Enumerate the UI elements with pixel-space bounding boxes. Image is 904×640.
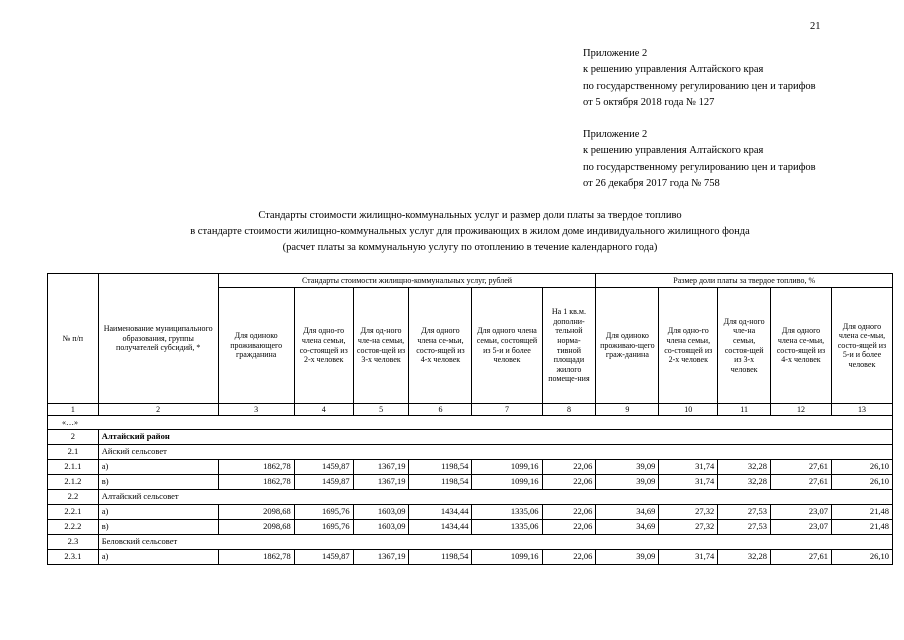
cell-value: 2098,68	[218, 505, 294, 520]
cell-value: 23,07	[771, 505, 832, 520]
cell-value: 34,69	[596, 505, 659, 520]
col-number: 8	[542, 404, 596, 416]
cell-value: 1434,44	[409, 520, 472, 535]
cell-value: 1603,09	[353, 520, 409, 535]
omission-marker: «…»	[48, 416, 893, 430]
header-row-1	[48, 274, 893, 288]
page-number: 21	[810, 21, 821, 32]
cell-value: 34,69	[596, 520, 659, 535]
district-num: 2	[48, 430, 99, 445]
appendix-line: от 5 октября 2018 года № 127	[583, 96, 715, 108]
cell-value: 1862,78	[218, 460, 294, 475]
col-number: 2	[98, 404, 218, 416]
appendix-line: Приложение 2	[583, 129, 648, 140]
cell-value: 22,06	[542, 460, 596, 475]
table-row	[48, 505, 893, 520]
cell-value: 39,09	[596, 460, 659, 475]
appendix-line: к решению управления Алтайского края	[583, 145, 764, 157]
cell-value: 39,09	[596, 475, 659, 490]
cell-value: 22,06	[542, 505, 596, 520]
section-name: Алтайский сельсовет	[98, 490, 892, 505]
appendix-note-1	[583, 46, 816, 111]
title-line: в стандарте стоимости жилищно-коммунальных услуг для проживающих в жилом доме индивидуального жилищного фонда	[190, 226, 750, 237]
cell-value: 22,06	[542, 475, 596, 490]
appendix-line: Приложение 2	[583, 48, 648, 59]
row-group: в)	[98, 475, 218, 490]
row-num: 2.3.1	[48, 550, 99, 565]
cell-value: 1459,87	[294, 460, 353, 475]
cell-value: 1603,09	[353, 505, 409, 520]
appendix-line: по государственному регулированию цен и тарифов	[583, 80, 816, 92]
table-row	[48, 520, 893, 535]
cell-value: 27,53	[718, 505, 771, 520]
cell-value: 27,61	[771, 460, 832, 475]
section-row	[48, 490, 893, 505]
header-std-2: Для одно-го члена семьи, со-стоящей из 2-х человек	[294, 288, 353, 404]
cell-value: 21,48	[831, 520, 892, 535]
cell-value: 32,28	[718, 475, 771, 490]
district-name: Алтайский район	[98, 430, 892, 445]
cell-value: 1459,87	[294, 475, 353, 490]
col-number: 5	[353, 404, 409, 416]
cell-value: 21,48	[831, 505, 892, 520]
omission-row	[48, 416, 893, 430]
col-number: 6	[409, 404, 472, 416]
cell-value: 32,28	[718, 550, 771, 565]
cell-value: 22,06	[542, 550, 596, 565]
row-num: 2.2.2	[48, 520, 99, 535]
cell-value: 1335,06	[472, 520, 542, 535]
cell-value: 1695,76	[294, 520, 353, 535]
header-share-1: Для одиноко проживаю-щего граж-данина	[596, 288, 659, 404]
section-row	[48, 445, 893, 460]
cell-value: 27,32	[659, 520, 718, 535]
column-number-row	[48, 404, 893, 416]
header-share-2: Для одно-го члена семьи, со-стоящей из 2-х человек	[659, 288, 718, 404]
cell-value: 1367,19	[353, 550, 409, 565]
col-number: 9	[596, 404, 659, 416]
section-num: 2.1	[48, 445, 99, 460]
row-num: 2.2.1	[48, 505, 99, 520]
title-line: (расчет платы за коммунальную услугу по отоплению в течение календарного года)	[282, 242, 658, 253]
header-std-1: Для одиноко проживающего гражданина	[218, 288, 294, 404]
district-row	[48, 430, 893, 445]
cell-value: 26,10	[831, 475, 892, 490]
cell-value: 1335,06	[472, 505, 542, 520]
table-row	[48, 550, 893, 565]
cell-value: 27,61	[771, 550, 832, 565]
col-number: 12	[771, 404, 832, 416]
cell-value: 26,10	[831, 550, 892, 565]
cell-value: 1434,44	[409, 505, 472, 520]
cell-value: 23,07	[771, 520, 832, 535]
appendix-line: от 26 декабря 2017 года № 758	[583, 177, 720, 189]
section-row	[48, 535, 893, 550]
cell-value: 1099,16	[472, 475, 542, 490]
col-number: 3	[218, 404, 294, 416]
cell-value: 32,28	[718, 460, 771, 475]
section-name: Беловский сельсовет	[98, 535, 892, 550]
cell-value: 1862,78	[218, 475, 294, 490]
appendix-note-2	[583, 127, 816, 192]
cell-value: 1099,16	[472, 460, 542, 475]
cell-value: 1695,76	[294, 505, 353, 520]
header-share-group: Размер доли платы за твердое топливо, %	[596, 274, 893, 288]
row-num: 2.1.1	[48, 460, 99, 475]
cell-value: 1367,19	[353, 460, 409, 475]
cell-value: 27,61	[771, 475, 832, 490]
header-share-5: Для одного члена се-мьи, состо-ящей из 5-и и более человек	[831, 288, 892, 404]
document-title	[0, 208, 904, 256]
appendix-line: по государственному регулированию цен и тарифов	[583, 161, 816, 173]
cell-value: 31,74	[659, 475, 718, 490]
col-number: 10	[659, 404, 718, 416]
cell-value: 26,10	[831, 460, 892, 475]
cell-value: 1198,54	[409, 475, 472, 490]
cell-value: 22,06	[542, 520, 596, 535]
header-std-4: Для одного члена се-мьи, состо-ящей из 4-х человек	[409, 288, 472, 404]
title-line: Стандарты стоимости жилищно-коммунальных услуг и размер доли платы за твердое топливо	[258, 210, 682, 221]
header-num: № п/п	[48, 274, 99, 404]
cell-value: 31,74	[659, 460, 718, 475]
header-std-3: Для од-ного чле-на семьи, состоя-щей из 3-х человек	[353, 288, 409, 404]
header-standards-group: Стандарты стоимости жилищно-коммунальных услуг, рублей	[218, 274, 596, 288]
col-number: 4	[294, 404, 353, 416]
cell-value: 2098,68	[218, 520, 294, 535]
table-row	[48, 460, 893, 475]
cell-value: 1367,19	[353, 475, 409, 490]
table-row	[48, 475, 893, 490]
cell-value: 1198,54	[409, 460, 472, 475]
cell-value: 1198,54	[409, 550, 472, 565]
section-name: Айский сельсовет	[98, 445, 892, 460]
cell-value: 39,09	[596, 550, 659, 565]
cell-value: 31,74	[659, 550, 718, 565]
row-group: а)	[98, 550, 218, 565]
cell-value: 1459,87	[294, 550, 353, 565]
row-num: 2.1.2	[48, 475, 99, 490]
col-number: 1	[48, 404, 99, 416]
cell-value: 27,32	[659, 505, 718, 520]
header-std-6: На 1 кв.м. дополни-тельной норма-тивной площади жилого помеще-ния	[542, 288, 596, 404]
header-std-5: Для одного члена семьи, состоящей из 5-и и более человек	[472, 288, 542, 404]
cell-value: 1099,16	[472, 550, 542, 565]
col-number: 7	[472, 404, 542, 416]
section-num: 2.2	[48, 490, 99, 505]
col-number: 13	[831, 404, 892, 416]
header-share-4: Для одного члена се-мьи, состо-ящей из 4-х человек	[771, 288, 832, 404]
appendix-line: к решению управления Алтайского края	[583, 64, 764, 76]
cell-value: 1862,78	[218, 550, 294, 565]
section-num: 2.3	[48, 535, 99, 550]
header-share-3: Для од-ного чле-на семьи, состоя-щей из 3-х человек	[718, 288, 771, 404]
row-group: а)	[98, 505, 218, 520]
row-group: в)	[98, 520, 218, 535]
tariff-table	[47, 273, 893, 565]
header-name: Наименование муниципального образования, группы получателей субсидий, *	[98, 274, 218, 404]
cell-value: 27,53	[718, 520, 771, 535]
col-number: 11	[718, 404, 771, 416]
row-group: а)	[98, 460, 218, 475]
